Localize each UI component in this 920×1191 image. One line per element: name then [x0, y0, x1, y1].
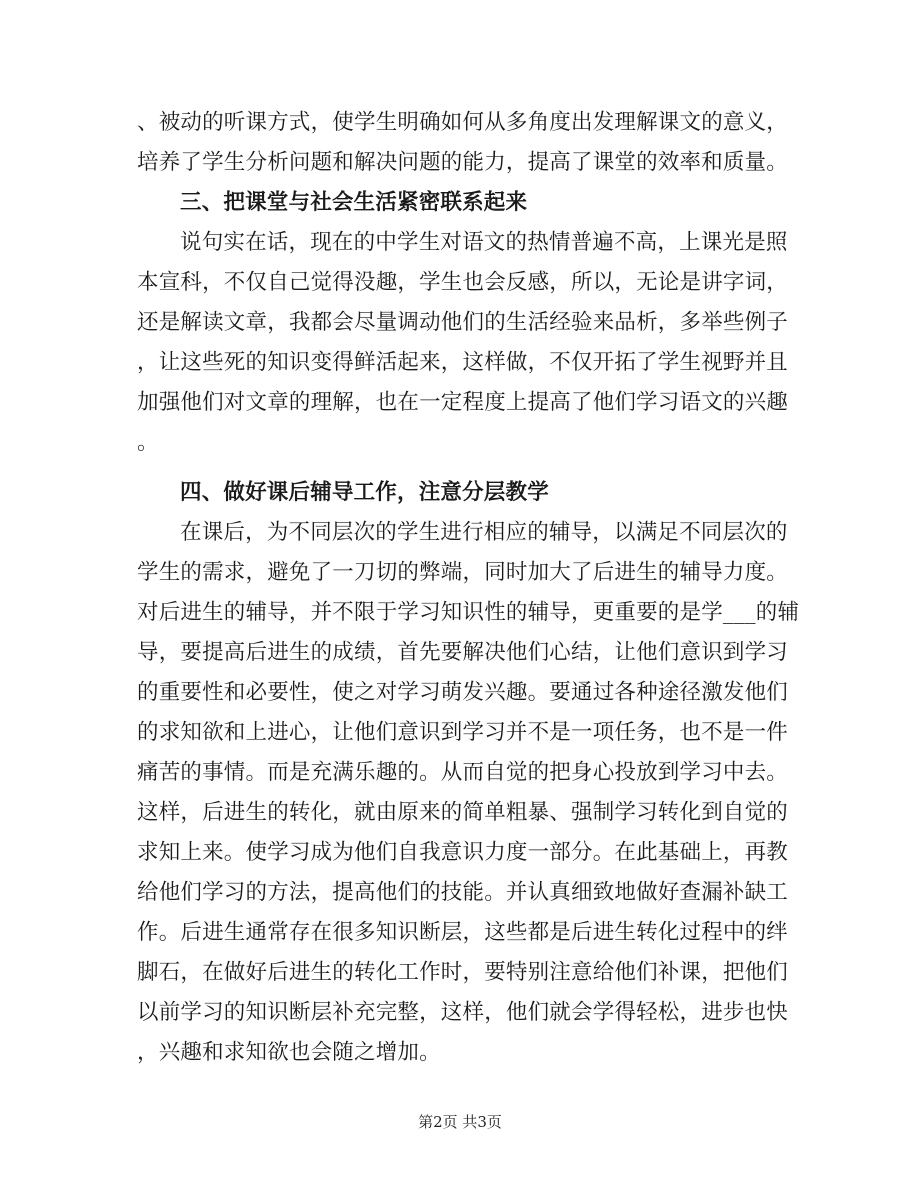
- section-heading-4: 四、做好课后辅导工作，注意分层教学: [180, 480, 549, 505]
- paragraph-line: 本宣科，不仅自己觉得没趣，学生也会反感，所以，无论是讲字词，: [137, 270, 789, 295]
- paragraph-line: 导，要提高后进生的成绩，首先要解决他们心结，让他们意识到学习: [137, 640, 789, 665]
- paragraph-line: 脚石，在做好后进生的转化工作时，要特别注意给他们补课，把他们: [137, 960, 789, 985]
- paragraph-line: 作。后进生通常存在很多知识断层，这些都是后进生转化过程中的绊: [137, 920, 789, 945]
- paragraph-line: 、被动的听课方式，使学生明确如何从多角度出发理解课文的意义，: [137, 110, 789, 135]
- paragraph-line: ，让这些死的知识变得鲜活起来，这样做，不仅开拓了学生视野并且: [137, 350, 789, 375]
- paragraph-line: 学生的需求，避免了一刀切的弊端，同时加大了后进生的辅导力度。: [137, 560, 789, 585]
- paragraph-line: 在课后，为不同层次的学生进行相应的辅导，以满足不同层次的: [180, 520, 788, 545]
- paragraph-line: 说句实在话，现在的中学生对语文的热情普遍不高，上课光是照: [180, 230, 788, 255]
- paragraph-line: 还是解读文章，我都会尽量调动他们的生活经验来品析，多举些例子: [137, 310, 789, 335]
- paragraph-line: ，兴趣和求知欲也会随之增加。: [137, 1040, 441, 1065]
- paragraph-line: 的求知欲和上进心，让他们意识到学习并不是一项任务，也不是一件: [137, 720, 789, 745]
- section-heading-3: 三、把课堂与社会生活紧密联系起来: [180, 190, 528, 215]
- page-number-footer: 第2页 共3页: [418, 1113, 502, 1131]
- paragraph-line: 给他们学习的方法，提高他们的技能。并认真细致地做好查漏补缺工: [137, 880, 789, 905]
- paragraph-line: 这样，后进生的转化，就由原来的简单粗暴、强制学习转化到自觉的: [137, 800, 789, 825]
- paragraph-line: 培养了学生分析问题和解决问题的能力，提高了课堂的效率和质量。: [137, 150, 789, 175]
- paragraph-line: 痛苦的事情。而是充满乐趣的。从而自觉的把身心投放到学习中去。: [137, 760, 789, 785]
- paragraph-line: 对后进生的辅导，并不限于学习知识性的辅导，更重要的是学___的辅: [137, 600, 800, 625]
- paragraph-line: 求知上来。使学习成为他们自我意识力度一部分。在此基础上，再教: [137, 840, 789, 865]
- paragraph-line: 的重要性和必要性，使之对学习萌发兴趣。要通过各种途径激发他们: [137, 680, 789, 705]
- paragraph-line: 加强他们对文章的理解，也在一定程度上提高了他们学习语文的兴趣: [137, 390, 789, 415]
- paragraph-line: 以前学习的知识断层补充完整，这样，他们就会学得轻松，进步也快: [137, 1000, 789, 1025]
- paragraph-line: 。: [137, 430, 159, 455]
